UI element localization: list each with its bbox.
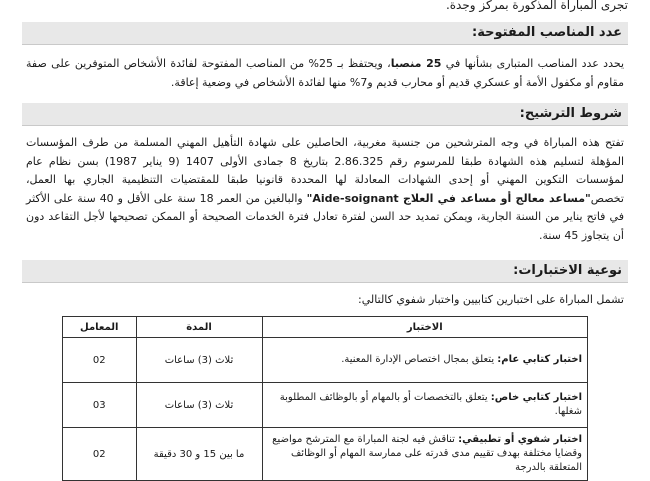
coefficient-cell: 02: [63, 428, 137, 481]
conditions-paragraph: [26, 134, 624, 245]
exam-desc: تناقش فيه لجنة المباراة مع المترشح مواضيع وقضايا مختلفة بهدف تقييم مدى قدرته على ممارسة المهام أو الوظائف المتعلقة بالدرجة: [272, 434, 582, 473]
header-exam: الاختبار: [262, 317, 588, 338]
exam-name: اختبار كتابي خاص:: [490, 392, 582, 403]
table-row: [63, 338, 588, 383]
section-title-exams: نوعية الاختبارات:: [513, 263, 622, 278]
positions-text-before: يحدد عدد المناصب المتبارى بشأنها في: [441, 57, 625, 70]
conditions-text-before: تفتح هذه المباراة في وجه المترشحين من جنسية مغربية، الحاصلين على شهادة التأهيل المهني المسلمة من طرف المؤسسات المؤهلة لتسليم هذه الشهادة طبقا للمرسوم رقم 2.86.325 بتاريخ 8 جمادى الأولى 1407 (9 يناير 1987) بسن نظام عام لمؤسسات التكوين المهني أو إحدى الشهادات المعادلة لها المحددة قانونيا طبقا للمقتضيات التنظيمية الجاري بها العمل، تخصص: [26, 136, 625, 205]
coefficient-cell: 03: [63, 383, 137, 428]
section-header-positions: [22, 22, 628, 45]
duration-cell: ثلاث (3) ساعات: [136, 338, 262, 383]
exam-name: اختبار شفوي أو تطبيقي:: [458, 434, 582, 445]
exam-desc: يتعلق بمجال اختصاص الإدارة المعنية.: [341, 354, 498, 365]
intro-text: تجرى المباراة المذكورة بمركز وجدة.: [445, 0, 628, 12]
section-title-positions: عدد المناصب المفتوحة:: [472, 25, 622, 40]
table-row: [63, 428, 588, 481]
positions-paragraph: [26, 55, 624, 92]
exams-table: [62, 316, 588, 481]
header-coefficient: المعامل: [63, 317, 137, 338]
coefficient-cell: 02: [63, 338, 137, 383]
positions-text-after: ، ويحتفظ بـ 25% من المناصب المفتوحة لفائدة الأشخاص المتوفرين على صفة مقاوم أو مكفول الأمة أو عسكري قديم أو محارب قديم و7% منها لفائدة الأشخاص في وضعية إعاقة.: [26, 57, 624, 89]
exam-desc: يتعلق بالتخصصات أو بالمهام أو بالوظائف المطلوبة شغلها.: [279, 392, 582, 417]
conditions-text-after: والبالغين من العمر 18 سنة على الأقل و 40 سنة على الأكثر في فاتح يناير من السنة الجارية، ويمكن تمديد حد السن لفترة تعادل فترة الخدمات الصحيحة أو الممكن تصحيحها لأجل التقاعد دون أن يتجاوز 45 سنة.: [26, 191, 624, 242]
table-header-row: [63, 317, 588, 338]
table-row: [63, 383, 588, 428]
duration-cell: ثلاث (3) ساعات: [136, 383, 262, 428]
exam-cell: [262, 428, 588, 481]
conditions-specialty: "مساعد معالج أو مساعد في العلاج Aide-soignant": [306, 191, 591, 205]
exams-lead: تشمل المباراة على اختبارين كتابيين واختبار شفوي كالتالي:: [358, 293, 624, 306]
section-header-exams: [22, 260, 628, 283]
section-title-conditions: شروط الترشيح:: [519, 106, 622, 121]
exam-cell: [262, 338, 588, 383]
section-header-conditions: [22, 103, 628, 126]
positions-count: 25 منصبا: [390, 57, 442, 70]
exam-cell: [262, 383, 588, 428]
duration-cell: ما بين 15 و 30 دقيقة: [136, 428, 262, 481]
header-duration: المدة: [136, 317, 262, 338]
exam-name: اختبار كتابي عام:: [497, 354, 582, 365]
